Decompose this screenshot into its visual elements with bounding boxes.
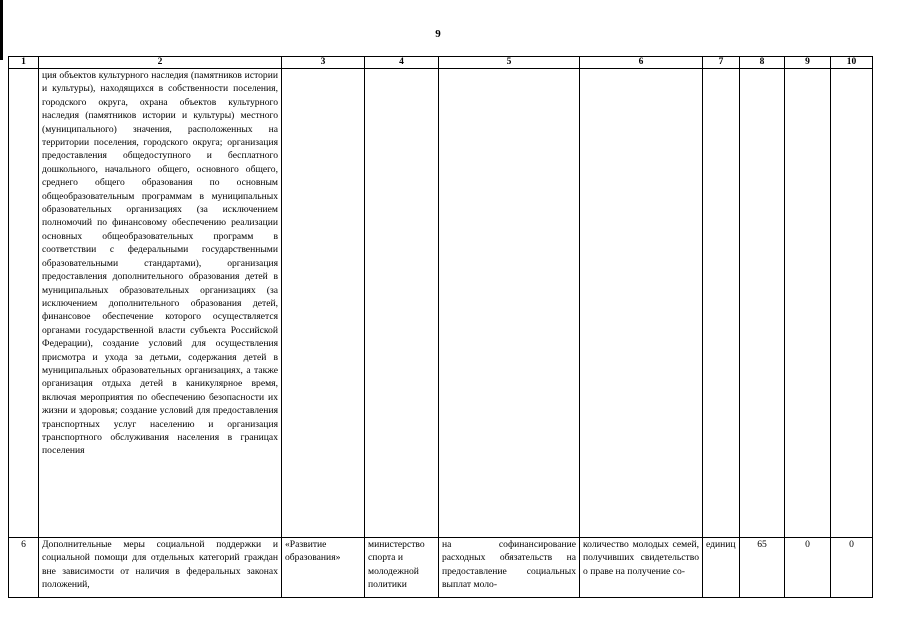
cell-value-8: 65	[740, 538, 785, 598]
col-header-8: 8	[740, 57, 785, 69]
cell-unit: единиц	[703, 538, 740, 598]
cell-empty	[831, 69, 873, 538]
col-header-7: 7	[703, 57, 740, 69]
cell-powers-description: ция объектов культурного наследия (памятников истории и культуры), находящихся в собственности поселения, городского округа, охрана объектов культурного наследия (памятников истории и культуры) местного (муниципального) значения, расположенных на территории поселения, городского округа; организация предоставления общедоступного и бесплатного дошкольного, начального общего, основного общего, среднего общего образования по основным общеобразовательным программам в муниципальных образовательных организациях (за исключением полномочий по финансовому обеспечению реализации основных общеобразовательных программ в соответствии с федеральными государственными образовательными стандартами), организация предоставления дополнительного образования детей в муниципальных образовательных организациях (за исключением дополнительного образования детей, финансовое обеспечение которого осуществляется органами государственной власти субъекта Российской Федерации), создание условий для осуществления присмотра и ухода за детьми, содержания детей в муниципальных образовательных организациях, а также организация отдыха детей в каникулярное время, включая мероприятия по обеспечению безопасности их жизни и здоровья; создание условий для предоставления транспортных услуг населению и организация транспортного обслуживания населения в границах поселения	[39, 69, 282, 538]
cell-program: «Развитие образования»	[282, 538, 365, 598]
cell-purpose: на софинансирование расходных обязательств на предоставление социальных выплат моло-	[439, 538, 580, 598]
page-number: 9	[435, 28, 441, 40]
cell-value-10: 0	[831, 538, 873, 598]
col-header-10: 10	[831, 57, 873, 69]
col-header-2: 2	[39, 57, 282, 69]
cell-row-number: 6	[9, 538, 39, 598]
col-header-6: 6	[580, 57, 703, 69]
col-header-9: 9	[785, 57, 831, 69]
cell-empty	[282, 69, 365, 538]
column-number-row	[9, 57, 873, 69]
cell-empty	[785, 69, 831, 538]
program-table	[8, 56, 873, 598]
cell-ministry: министерство спорта и молодежной политики	[365, 538, 439, 598]
left-edge-bar	[0, 0, 3, 60]
table-row	[9, 538, 873, 598]
col-header-4: 4	[365, 57, 439, 69]
table-row	[9, 69, 873, 538]
cell-empty	[740, 69, 785, 538]
col-header-1: 1	[9, 57, 39, 69]
col-header-5: 5	[439, 57, 580, 69]
cell-value-9: 0	[785, 538, 831, 598]
cell-empty	[703, 69, 740, 538]
col-header-3: 3	[282, 57, 365, 69]
cell-empty	[580, 69, 703, 538]
cell-empty	[9, 69, 39, 538]
cell-measure-name: Дополнительные меры социальной поддержки и социальной помощи для отдельных категорий граждан вне зависимости от наличия в федеральных законах положений,	[39, 538, 282, 598]
cell-indicator: количество молодых семей, получивших свидетельство о праве на получение со-	[580, 538, 703, 598]
cell-empty	[365, 69, 439, 538]
cell-empty	[439, 69, 580, 538]
